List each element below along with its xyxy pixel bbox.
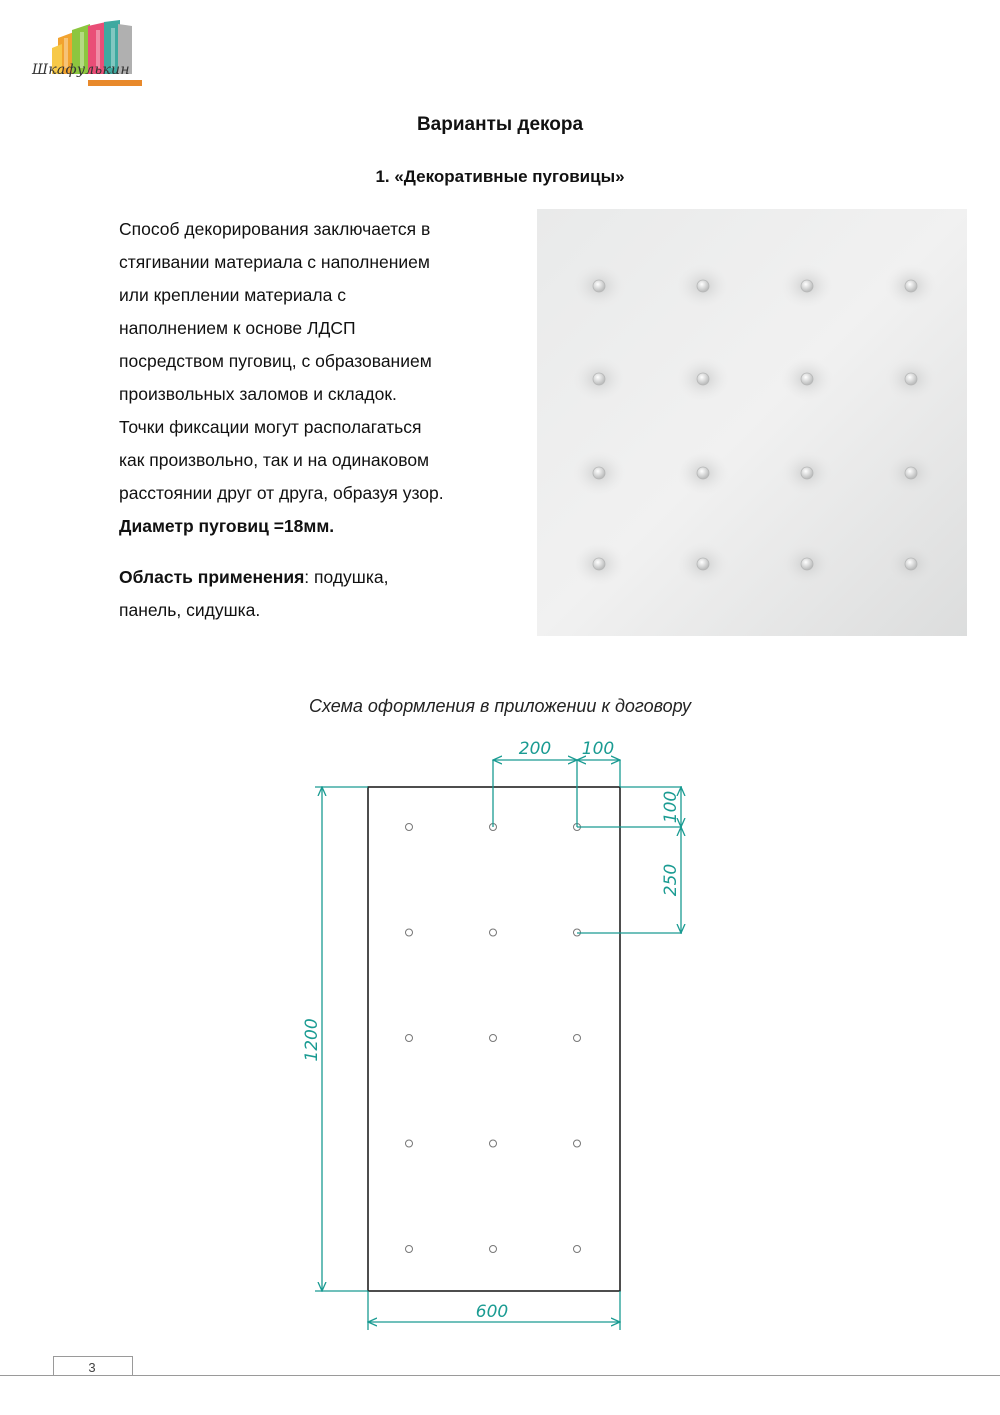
scheme-button-dot bbox=[406, 1246, 413, 1253]
scheme-button-dot bbox=[574, 1246, 581, 1253]
scheme-button-dot bbox=[490, 1140, 497, 1147]
dimension-label-250: 250 bbox=[661, 863, 681, 897]
decor-subtitle: 1. «Декоративные пуговицы» bbox=[375, 167, 625, 186]
decorative-button bbox=[801, 280, 813, 292]
dimension-label-100-vertical: 100 bbox=[661, 790, 681, 824]
dimension-label-1200: 1200 bbox=[302, 1018, 322, 1062]
scheme-button-dot bbox=[406, 1035, 413, 1042]
decorative-button bbox=[593, 467, 605, 479]
description-line: расстоянии друг от друга, образуя узор. bbox=[119, 483, 444, 503]
logo-underline bbox=[88, 80, 142, 86]
decorative-button bbox=[697, 373, 709, 385]
scheme-button-dot bbox=[490, 929, 497, 936]
page-number: 3 bbox=[88, 1360, 96, 1375]
scope-text: : подушка, bbox=[304, 567, 389, 587]
section-title: Варианты декора bbox=[416, 114, 584, 135]
description-line: Точки фиксации могут располагаться bbox=[119, 417, 422, 437]
scheme-button-dot bbox=[406, 1140, 413, 1147]
scheme-button-dot bbox=[406, 824, 413, 831]
description-line: наполнением к основе ЛДСП bbox=[119, 318, 356, 338]
description-text bbox=[119, 213, 529, 543]
description-line: или креплении материала с bbox=[119, 285, 346, 305]
description-line: посредством пуговиц, с образованием bbox=[119, 351, 432, 371]
brand-logo bbox=[28, 18, 148, 88]
decorative-button bbox=[905, 373, 917, 385]
decorative-button bbox=[801, 373, 813, 385]
dimension-label-100-horizontal: 100 bbox=[581, 739, 615, 759]
decorative-button bbox=[905, 558, 917, 570]
decorative-button bbox=[593, 280, 605, 292]
decorative-button bbox=[801, 558, 813, 570]
decorative-button bbox=[697, 558, 709, 570]
description-line: как произвольно, так и на одинаковом bbox=[119, 450, 430, 470]
decorative-button bbox=[801, 467, 813, 479]
dimension-label-200: 200 bbox=[518, 739, 552, 759]
scope-text-continued: панель, сидушка. bbox=[119, 600, 261, 620]
decorative-button bbox=[697, 280, 709, 292]
scheme-button-dot bbox=[490, 1246, 497, 1253]
decorative-button bbox=[697, 467, 709, 479]
decorative-button bbox=[905, 280, 917, 292]
dimension-label-600: 600 bbox=[475, 1302, 509, 1322]
scheme-button-dot bbox=[574, 1140, 581, 1147]
description-line: произвольных заломов и складок. bbox=[119, 384, 397, 404]
footer-rule bbox=[0, 1375, 1000, 1376]
button-layout-scheme bbox=[0, 730, 1000, 1330]
description-line: стягивании материала с наполнением bbox=[119, 252, 430, 272]
scheme-button-dot bbox=[574, 1035, 581, 1042]
scheme-caption: Схема оформления в приложении к договору bbox=[308, 696, 692, 716]
scheme-button-dot bbox=[490, 1035, 497, 1042]
button-diameter: Диаметр пуговиц =18мм. bbox=[119, 516, 335, 536]
scheme-button-dot bbox=[406, 929, 413, 936]
scope-label: Область применения bbox=[119, 567, 305, 587]
description-line: Способ декорирования заключается в bbox=[119, 219, 431, 239]
decorative-button bbox=[593, 373, 605, 385]
logo-text: Шкафулькин bbox=[32, 62, 130, 78]
decorative-button bbox=[905, 467, 917, 479]
decorative-button bbox=[593, 558, 605, 570]
tufted-panel-photo bbox=[537, 209, 967, 636]
application-scope bbox=[119, 561, 519, 627]
